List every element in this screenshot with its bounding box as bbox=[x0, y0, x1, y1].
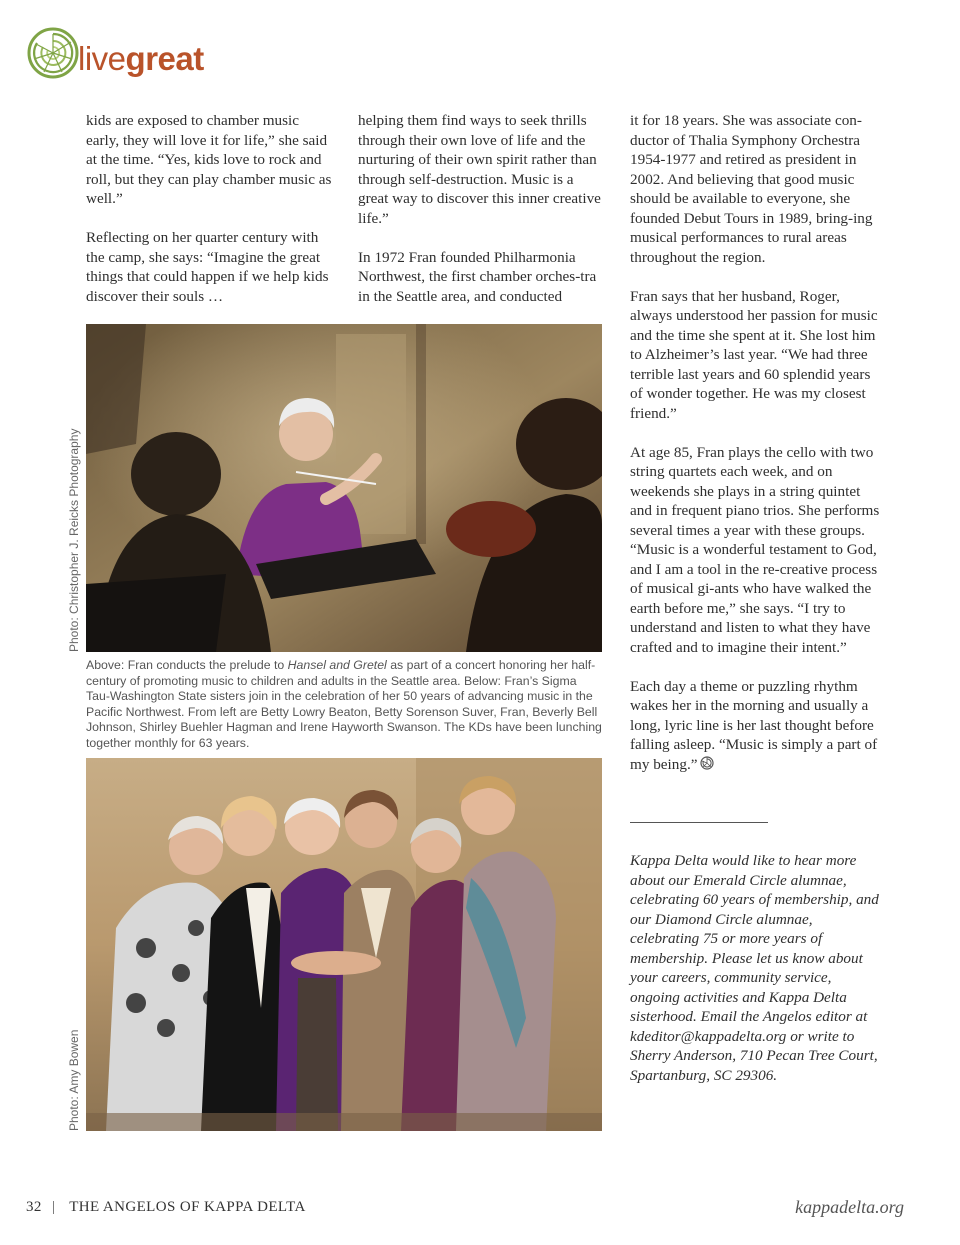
paragraph: At age 85, Fran plays the cello with two string quartets each week, and on weekends she plays in a string quintet and in frequent piano trios. She performs several times a year with these groups. “Music is a wonderful testament to God, and I am a tool in the re-creative process of musical gi-ants who have walked the earth before me,” she says. “I try to understand and listen to what they have crafted and to imagine their intent.” bbox=[630, 443, 880, 656]
conductor-photo bbox=[86, 324, 602, 652]
paragraph: Fran says that her husband, Roger, always understood her passion for music and the time she spent at it. She lost him to Alzheimer’s last year. “We had three terrible last years and 60 splendid years of wonder together. He was my closest friend.” bbox=[630, 287, 878, 422]
paragraph: helping them find ways to seek thrills through their own love of life and the nurturing of their own spirit rather than through self-destruction. Music is a great way to discover this inner creative life.” bbox=[358, 112, 601, 227]
photo-caption bbox=[86, 658, 602, 751]
article-column-1 bbox=[86, 111, 334, 326]
photo-credit: Photo: Christopher J. Reicks Photography bbox=[67, 428, 81, 652]
divider-rule bbox=[630, 822, 768, 823]
footer-separator: | bbox=[51, 1199, 56, 1215]
paragraph: it for 18 years. She was associate con-ductor of Thalia Symphony Orchestra 1954-1977 and retired as president in 2002. And believing that good music should be available to everyone, she founded Debut Tours in 1989, bring-ing musical performances to rural areas throughout the region. bbox=[630, 112, 873, 266]
group-photo bbox=[86, 758, 602, 1131]
paragraph: kids are exposed to chamber music early, they will love it for life,” she said at the time. “Yes, kids love to rock and roll, but they can play chamber music as well.” bbox=[86, 112, 332, 207]
page-number: 32 bbox=[26, 1199, 42, 1215]
caption-text: as part of a concert honoring her half-century of promoting music to children and adults in the Seattle area. Below: Fran’s Sigma Tau-Washington State sisters join in the celebration of her 50 years of advancing music in the Pacific Northwest. From left are Betty Lowry Beaton, Betty Sorenson Suver, Fran, Beverly Bell Johnson, Shirley Buehler Hagman and Irene Hayworth Swanson. The KDs have been lunching together monthly for 63 years. bbox=[86, 658, 602, 750]
alumnae-callout: Kappa Delta would like to hear more about our Emerald Circle alumnae, celebrating 60 years of membership, and our Diamond Circle alumnae, celebrating 75 or more years of membership. Please let us know about your careers, community service, ongoing activities and Kappa Delta sisterhood. Email the Angelos editor at kdeditor@kappadelta.org or write to Sherry Anderson, 710 Pecan Tree Court, Spartanburg, SC 29306. bbox=[630, 852, 879, 1084]
nautilus-end-mark-icon bbox=[700, 756, 714, 770]
section-logo-text: livegreat bbox=[78, 40, 204, 77]
paragraph-text: Each day a theme or puzzling rhythm wakes her in the morning and usually a long, lyric line is her last thought before falling asleep. “Music is simply a part of my being.” bbox=[630, 677, 878, 773]
publication-name: THE ANGELOS OF KAPPA DELTA bbox=[69, 1199, 306, 1215]
article-column-3 bbox=[630, 111, 880, 794]
article-column-2 bbox=[358, 111, 602, 326]
paragraph bbox=[630, 677, 880, 775]
caption-opera-title: Hansel and Gretel bbox=[287, 658, 387, 672]
footer-folio bbox=[26, 1199, 306, 1216]
photo-credit: Photo: Amy Bowen bbox=[67, 1029, 81, 1131]
nautilus-logo-icon bbox=[26, 26, 80, 80]
paragraph: In 1972 Fran founded Philharmonia Northwest, the first chamber orches-tra in the Seattle area, and conducted bbox=[358, 248, 597, 305]
website-link[interactable]: kappadelta.org bbox=[795, 1197, 904, 1217]
paragraph: Reflecting on her quarter century with the camp, she says: “Imagine the great things that could happen if we help kids discover their souls … bbox=[86, 229, 329, 305]
caption-text: Above: Fran conducts the prelude to bbox=[86, 658, 288, 672]
